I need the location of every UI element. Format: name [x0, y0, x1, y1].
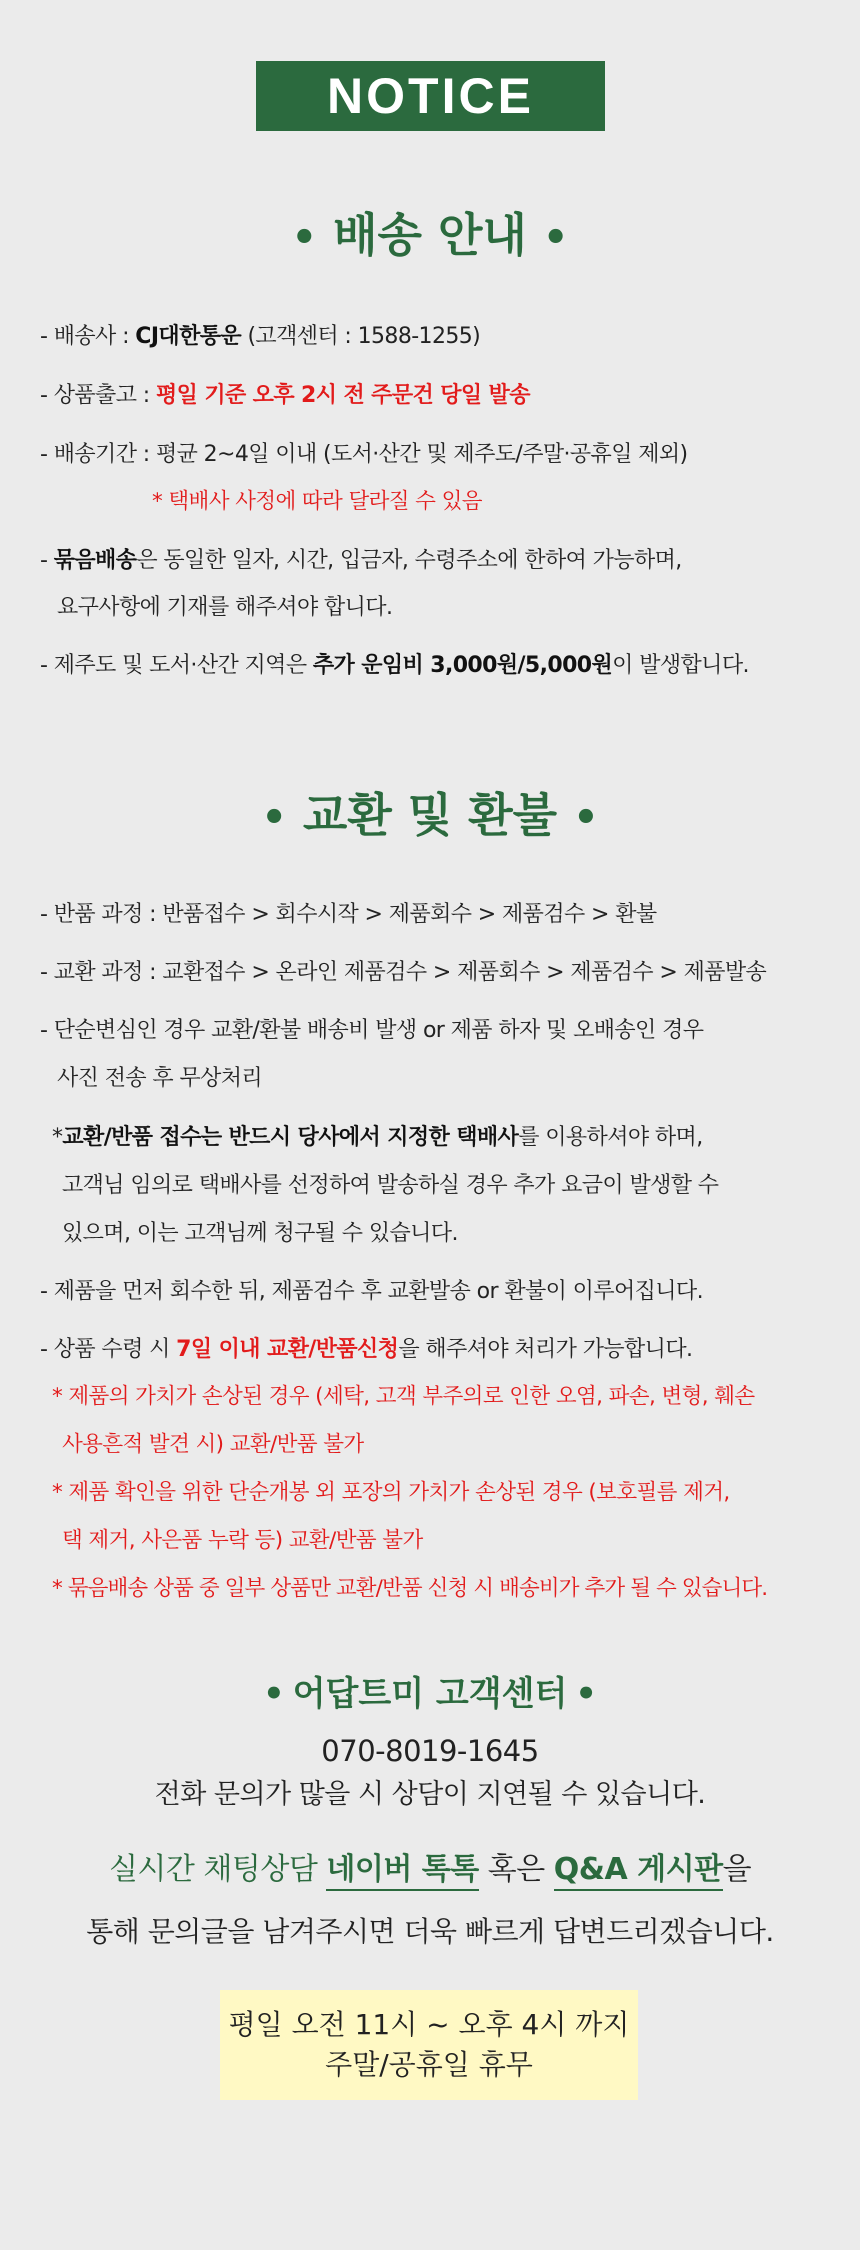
shipping-title — [0, 205, 860, 268]
shipping-fee-line: - 단순변심인 경우 교환/환불 배송비 발생 or 제품 하자 및 오배송인 경우 — [40, 1018, 704, 1043]
carrier-label: - 배송사 : — [40, 324, 136, 349]
deadline-suffix: 을 해주셔야 처리가 가능합니다. — [398, 1337, 693, 1362]
phone-number: 070-8019-1645 — [321, 1734, 539, 1768]
chat-line-2: 통해 문의글을 남겨주시면 더욱 빠르게 답변드리겠습니다. — [86, 1915, 774, 1948]
chat-middle: 혹은 — [478, 1852, 554, 1887]
warning-2: * 제품 확인을 위한 단순개봉 외 포장의 가치가 손상된 경우 (보호필름 제거, — [52, 1480, 730, 1505]
warning-1-cont: 사용흔적 발견 시) 교환/반품 불가 — [62, 1432, 364, 1457]
courier-line — [52, 1123, 703, 1153]
exchange-process-line: - 교환 과정 : 교환접수 > 온라인 제품검수 > 제품회수 > 제품검수 > 제품발송 — [40, 960, 767, 985]
exchange-title-text: 교환 및 환불 — [302, 788, 558, 842]
dispatch-line — [40, 381, 530, 411]
customer-center-title-text: 어답트미 고객센터 — [292, 1674, 568, 1714]
bundle-text: 은 동일한 일자, 시간, 입금자, 수령주소에 한하여 가능하며, — [136, 548, 682, 573]
courier-asterisk: * — [52, 1125, 63, 1150]
carrier-line — [40, 322, 480, 352]
carrier-phone: (고객센터 : 1588-1255) — [241, 324, 481, 349]
qna-board-link[interactable]: Q&A 게시판 — [554, 1852, 723, 1891]
warning-2-cont: 택 제거, 사은품 누락 등) 교환/반품 불가 — [62, 1528, 423, 1553]
deadline-highlight: 7일 이내 교환/반품신청 — [176, 1337, 399, 1362]
deadline-label: - 상품 수령 시 — [40, 1337, 177, 1362]
courier-suffix: 를 이용하셔야 하며, — [518, 1125, 703, 1150]
dispatch-highlight: 평일 기준 오후 2시 전 주문건 당일 발송 — [155, 383, 530, 408]
chat-suffix: 을 — [722, 1852, 752, 1887]
bullet-icon: • — [261, 795, 287, 841]
deadline-line — [40, 1335, 692, 1365]
weekend-hours: 주말/공휴일 휴무 — [325, 2048, 533, 2081]
notice-banner: NOTICE — [256, 61, 605, 131]
dispatch-label: - 상품출고 : — [40, 383, 156, 408]
period-note: * 택배사 사정에 따라 달라질 수 있음 — [152, 489, 482, 514]
bullet-icon: • — [262, 1674, 285, 1714]
chat-line — [0, 1852, 860, 1888]
bullet-icon: • — [542, 215, 569, 261]
bundle-line-2: 요구사항에 기재를 해주셔야 합니다. — [57, 595, 393, 620]
courier-highlight: 교환/반품 접수는 반드시 당사에서 지정한 택배사 — [62, 1125, 519, 1150]
courier-line-3: 있으며, 이는 고객님께 청구될 수 있습니다. — [62, 1221, 458, 1246]
shipping-title-text: 배송 안내 — [333, 208, 527, 262]
customer-center-title — [0, 1672, 860, 1716]
bullet-icon: • — [575, 1674, 598, 1714]
exchange-title — [0, 785, 860, 848]
bullet-icon: • — [573, 795, 599, 841]
weekday-hours: 평일 오전 11시 ~ 오후 4시 까지 — [228, 2008, 630, 2041]
business-hours-box — [220, 1990, 638, 2100]
collect-first-line: - 제품을 먼저 회수한 뒤, 제품검수 후 교환발송 or 환불이 이루어집니다. — [40, 1279, 703, 1304]
phone-note: 전화 문의가 많을 시 상담이 지연될 수 있습니다. — [154, 1779, 706, 1810]
island-label: - 제주도 및 도서·산간 지역은 — [40, 653, 313, 678]
carrier-name: CJ대한통운 — [135, 324, 242, 349]
courier-line-2: 고객님 임의로 택배사를 선정하여 발송하실 경우 추가 요금이 발생할 수 — [62, 1173, 719, 1198]
warning-3: * 묶음배송 상품 중 일부 상품만 교환/반품 신청 시 배송비가 추가 될 수 있습니다. — [52, 1576, 768, 1601]
island-suffix: 이 발생합니다. — [612, 653, 749, 678]
bundle-highlight: 묶음배송 — [53, 548, 137, 573]
bullet-icon: • — [291, 215, 318, 261]
warning-1: * 제품의 가치가 손상된 경우 (세탁, 고객 부주의로 인한 오염, 파손, 변형, 훼손 — [52, 1384, 755, 1409]
period-line: - 배송기간 : 평균 2~4일 이내 (도서·산간 및 제주도/주말·공휴일 제외) — [40, 442, 688, 467]
island-line — [40, 651, 749, 681]
bundle-line — [40, 546, 682, 576]
naver-talk-link[interactable]: 네이버 톡톡 — [326, 1852, 478, 1891]
return-process-line: - 반품 과정 : 반품접수 > 회수시작 > 제품회수 > 제품검수 > 환불 — [40, 902, 657, 927]
chat-prefix: 실시간 채팅상담 — [108, 1852, 327, 1887]
island-highlight: 추가 운임비 3,000원/5,000원 — [312, 653, 613, 678]
shipping-fee-line-2: 사진 전송 후 무상처리 — [57, 1066, 263, 1091]
bundle-dash: - — [40, 548, 54, 573]
